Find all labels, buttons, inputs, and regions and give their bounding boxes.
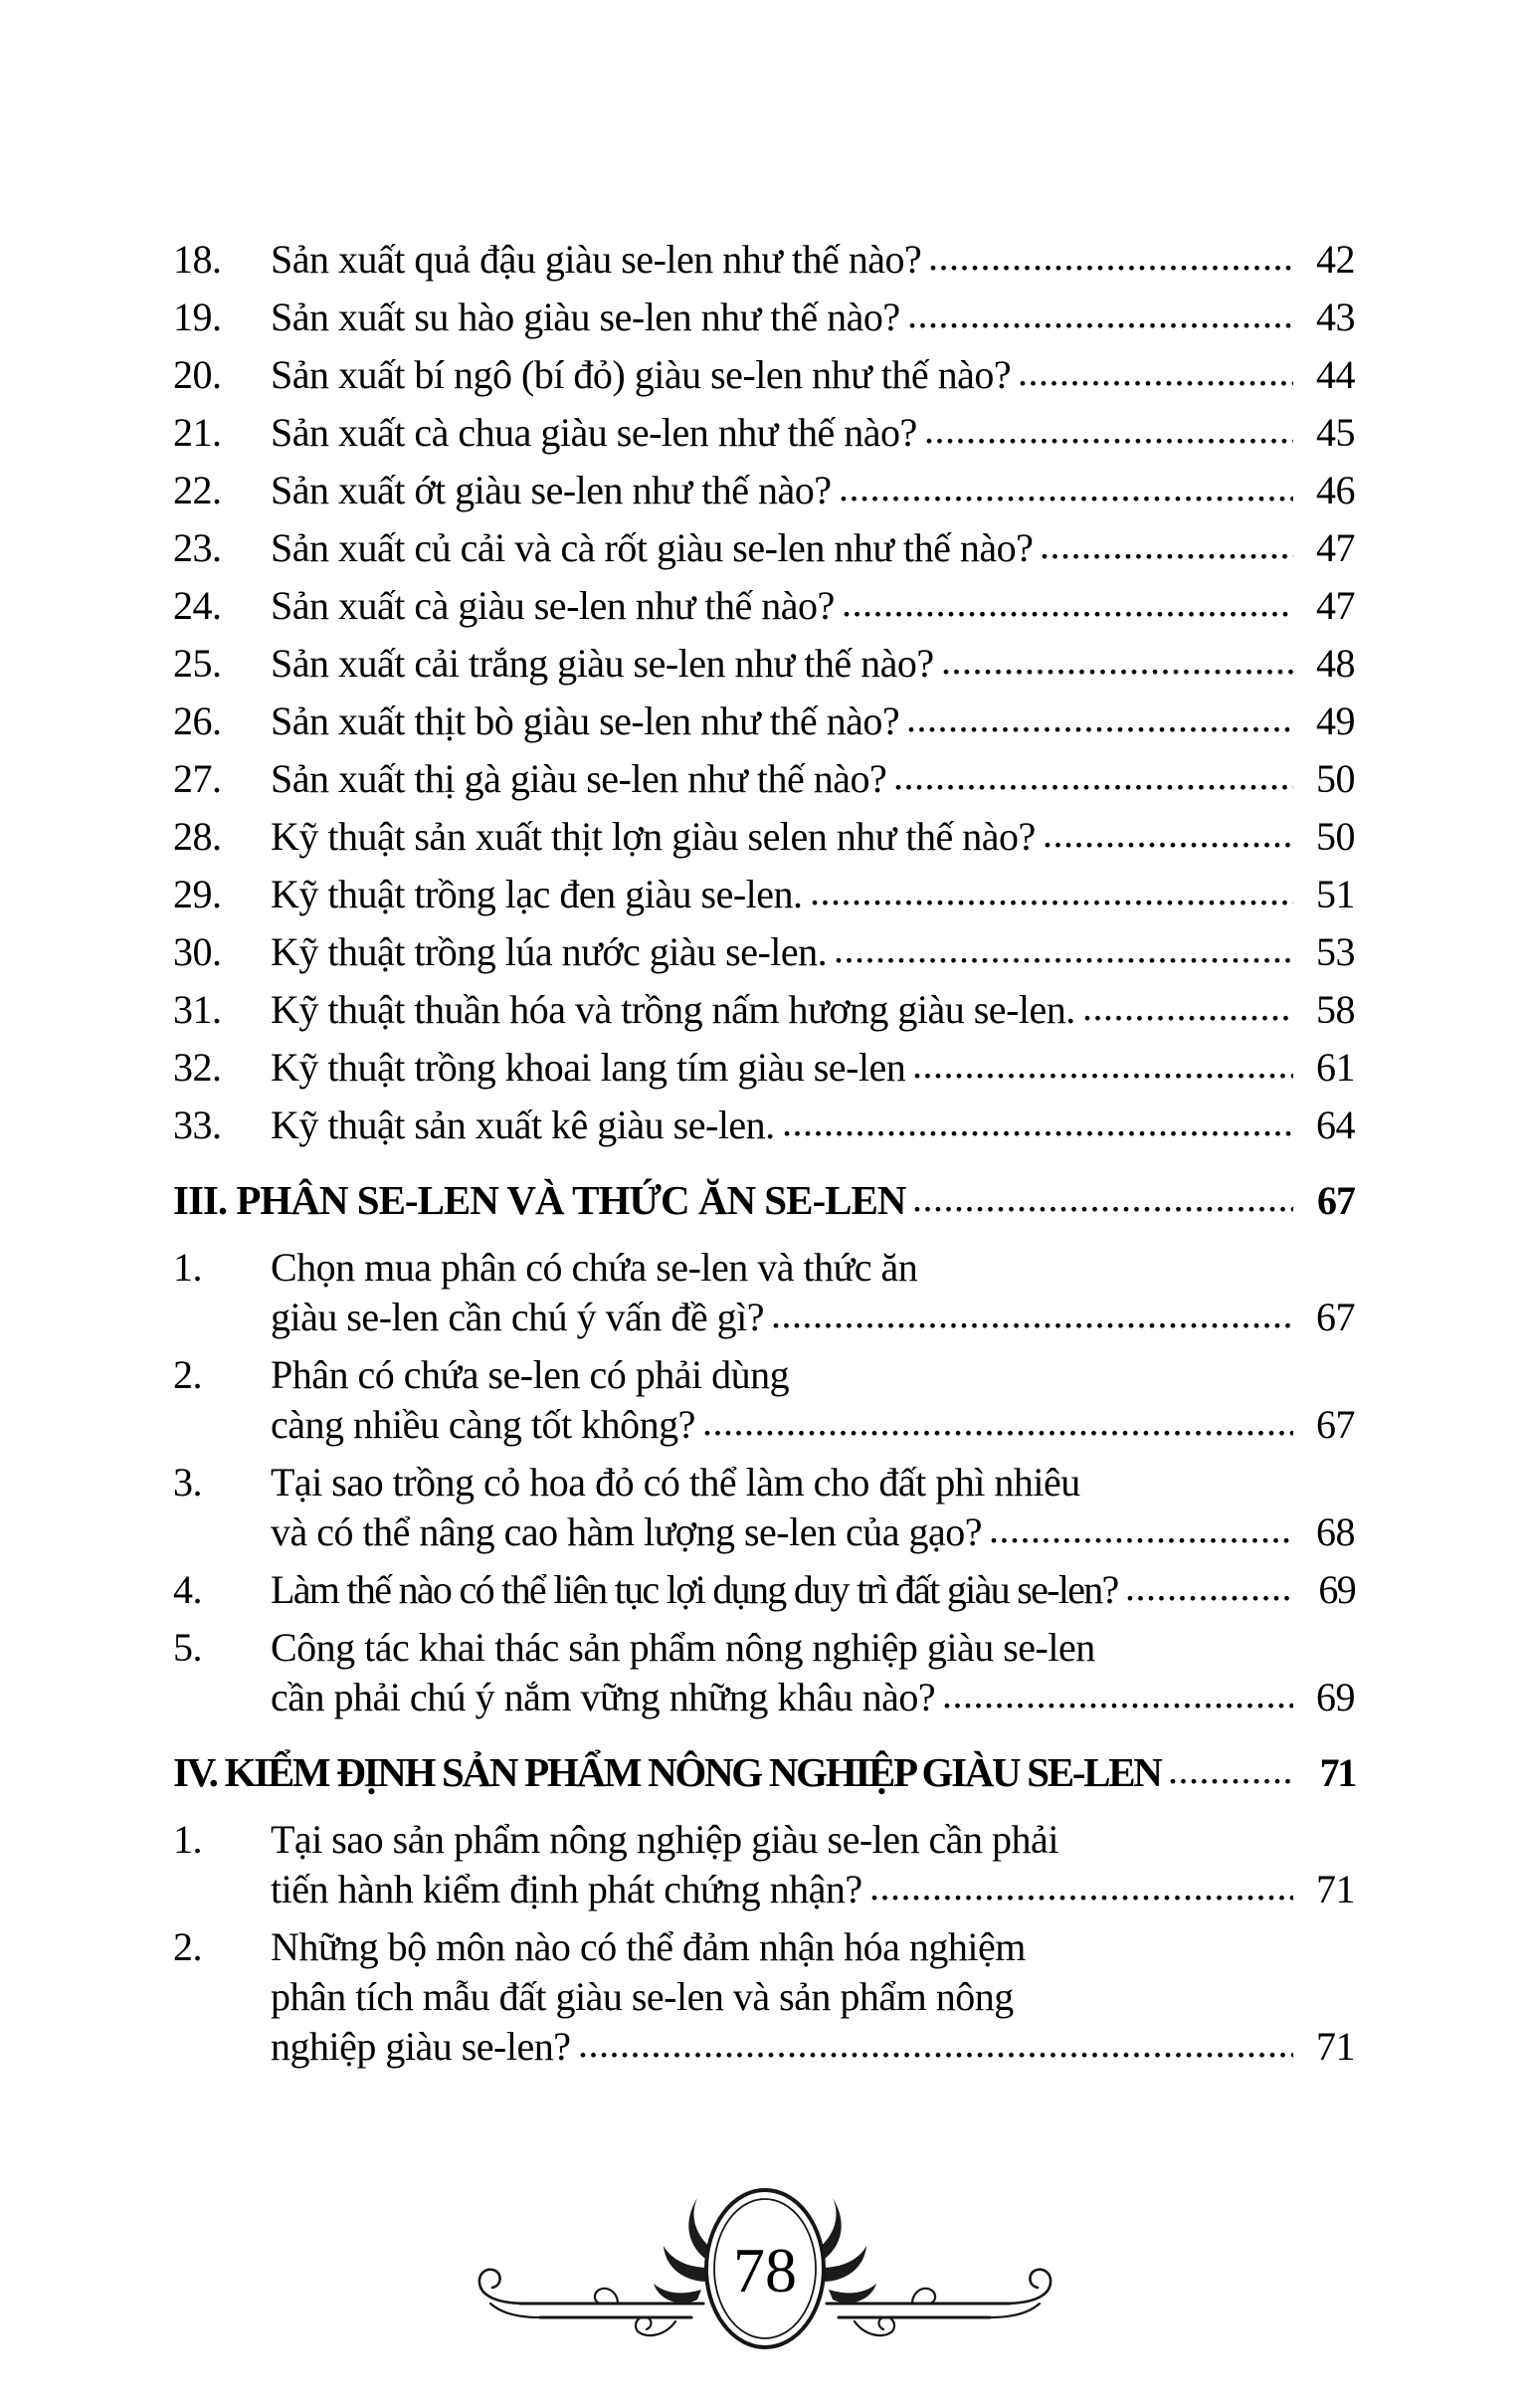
toc-entry-title: Kỹ thuật sản xuất thịt lợn giàu selen như thế nào?	[271, 814, 1036, 859]
toc-entry-line	[271, 697, 1355, 746]
toc-entry-page: 71	[1316, 2024, 1355, 2069]
toc-list	[173, 235, 1355, 2080]
toc-entry-title: Sản xuất ớt giàu se-len như thế nào?	[271, 468, 832, 512]
toc-entry	[173, 235, 1355, 285]
toc-entry	[173, 1458, 1355, 1557]
toc-entry-line	[271, 293, 1355, 342]
toc-entry-title: tiến hành kiểm định phát chứng nhận?	[271, 1867, 862, 1911]
toc-entry-number: 25.	[173, 641, 222, 686]
dot-leader	[840, 495, 1293, 503]
toc-entry-title: Làm thế nào có thể liên tục lợi dụng duy trì đất giàu se-len?	[271, 1567, 1118, 1612]
dot-leader	[1019, 379, 1293, 388]
toc-entry-page: 46	[1316, 468, 1355, 512]
toc-entry-line	[271, 1293, 1355, 1342]
dot-leader	[942, 668, 1293, 677]
toc-entry-title: Sản xuất su hào giàu se-len như thế nào?	[271, 295, 900, 339]
toc-entry-title: Sản xuất cà chua giàu se-len như thế nào?	[271, 410, 917, 455]
dot-leader	[929, 264, 1293, 273]
toc-entry-number: 20.	[173, 352, 222, 397]
toc-entry-page: 50	[1316, 814, 1355, 859]
toc-entry-number: 1.	[173, 1245, 202, 1290]
toc-entry-line	[173, 1746, 1355, 1799]
toc-entry-page: 47	[1316, 583, 1355, 628]
dot-leader	[913, 1072, 1293, 1081]
toc-entry	[173, 350, 1355, 400]
toc-entry-line	[271, 1673, 1355, 1722]
toc-entry-body	[271, 870, 1355, 919]
toc-entry-line	[271, 1815, 1355, 1865]
toc-entry	[173, 293, 1355, 342]
dot-leader	[925, 437, 1293, 446]
toc-entry-number: 22.	[173, 468, 222, 512]
toc-entry	[173, 1815, 1355, 1914]
page-number: 78	[732, 2235, 797, 2306]
toc-entry-line	[271, 1400, 1355, 1450]
toc-entry-line	[271, 1243, 1355, 1293]
toc-entry	[173, 1623, 1355, 1722]
toc-entry-page: 42	[1316, 237, 1355, 282]
toc-entry-line	[271, 1865, 1355, 1914]
toc-entry	[173, 1243, 1355, 1342]
toc-entry-title: Kỹ thuật thuần hóa và trồng nấm hương giàu se-len.	[271, 987, 1075, 1032]
toc-entry-body	[271, 235, 1355, 285]
toc-entry-line	[271, 581, 1355, 631]
dot-leader	[1169, 1777, 1293, 1786]
toc-entry-title: Những bộ môn nào có thể đảm nhận hóa nghiệm	[271, 1924, 1026, 1969]
toc-entry	[173, 408, 1355, 458]
toc-entry-number: 1.	[173, 1817, 202, 1862]
toc-entry	[173, 1565, 1355, 1615]
toc-entry-line	[271, 927, 1355, 977]
toc-entry-number: 31.	[173, 987, 222, 1032]
toc-entry-page: 71	[1319, 1750, 1355, 1795]
toc-entry	[173, 927, 1355, 977]
toc-entry-line	[271, 639, 1355, 689]
toc-entry-title: III. PHÂN SE-LEN VÀ THỨC ĂN SE-LEN	[173, 1177, 906, 1223]
dot-leader	[990, 1536, 1293, 1545]
toc-entry-page: 48	[1316, 641, 1355, 686]
dot-leader	[907, 725, 1293, 734]
toc-entry-number: 32.	[173, 1045, 222, 1090]
toc-entry-title: Phân có chứa se-len có phải dùng	[271, 1352, 790, 1397]
toc-entry-body	[271, 1043, 1355, 1093]
toc-entry-title: Sản xuất thị gà giàu se-len như thế nào?	[271, 756, 887, 801]
toc-entry-title: Tại sao trồng cỏ hoa đỏ có thể làm cho đất phì nhiêu	[271, 1460, 1080, 1505]
toc-entry-title: cần phải chú ý nắm vững những khâu nào?	[271, 1675, 936, 1719]
toc-entry-body	[271, 1565, 1355, 1615]
toc-entry-title: Sản xuất cải trắng giàu se-len như thế nào?	[271, 641, 934, 686]
toc-entry-page: 67	[1316, 1295, 1355, 1339]
toc-entry-number: 26.	[173, 699, 222, 743]
toc-entry	[173, 581, 1355, 631]
toc-entry-body	[271, 293, 1355, 342]
toc-entry-title: càng nhiều càng tốt không?	[271, 1402, 695, 1447]
toc-entry-number: 30.	[173, 929, 222, 974]
toc-entry	[173, 1922, 1355, 2072]
toc-entry-body	[271, 350, 1355, 400]
toc-section-body	[173, 1174, 1355, 1227]
toc-section-body	[173, 1746, 1355, 1799]
toc-entry-number: 23.	[173, 525, 222, 570]
toc-entry-body	[271, 581, 1355, 631]
toc-entry-body	[271, 697, 1355, 746]
toc-entry	[173, 1350, 1355, 1450]
toc-section-header	[173, 1746, 1355, 1799]
toc-entry	[173, 1101, 1355, 1150]
toc-entry-body	[271, 1623, 1355, 1722]
toc-entry-line	[271, 1922, 1355, 1972]
toc-entry-title: Tại sao sản phẩm nông nghiệp giàu se-len cần phải	[271, 1817, 1058, 1862]
dot-leader	[703, 1429, 1293, 1438]
toc-entry	[173, 697, 1355, 746]
toc-entry-page: 44	[1316, 352, 1355, 397]
toc-entry-line	[271, 754, 1355, 804]
toc-entry-page: 71	[1316, 1867, 1355, 1911]
dot-leader	[1044, 841, 1293, 850]
toc-entry-line	[271, 350, 1355, 400]
toc-entry	[173, 754, 1355, 804]
toc-entry-body	[271, 927, 1355, 977]
toc-entry-line	[271, 1458, 1355, 1507]
toc-entry-number: 28.	[173, 814, 222, 859]
toc-entry-page: 51	[1316, 872, 1355, 916]
toc-entry-body	[271, 1350, 1355, 1450]
toc-entry-page: 67	[1316, 1402, 1355, 1447]
toc-entry-number: 21.	[173, 410, 222, 455]
toc-entry-body	[271, 639, 1355, 689]
toc-entry-body	[271, 1458, 1355, 1557]
toc-entry-title: Sản xuất bí ngô (bí đỏ) giàu se-len như thế nào?	[271, 352, 1012, 397]
toc-entry-line	[271, 2022, 1355, 2072]
toc-entry-number: 4.	[173, 1567, 202, 1612]
toc-entry	[173, 812, 1355, 862]
toc-entry-number: 2.	[173, 1352, 202, 1397]
toc-entry-body	[271, 1922, 1355, 2072]
toc-entry-line	[271, 1623, 1355, 1673]
toc-entry-body	[271, 1815, 1355, 1914]
toc-entry	[173, 523, 1355, 573]
toc-entry-number: 24.	[173, 583, 222, 628]
toc-entry-title: Sản xuất quả đậu giàu se-len như thế nào?	[271, 237, 922, 282]
toc-entry-page: 61	[1316, 1045, 1355, 1090]
toc-entry-line	[271, 408, 1355, 458]
toc-entry-body	[271, 985, 1355, 1035]
toc-entry-page: 69	[1316, 1675, 1355, 1719]
toc-entry	[173, 1043, 1355, 1093]
toc-entry-body	[271, 1101, 1355, 1150]
flourish-divider-icon	[437, 2154, 1093, 2403]
toc-entry-body	[271, 408, 1355, 458]
dot-leader	[1041, 552, 1293, 561]
toc-entry-page: 50	[1316, 756, 1355, 801]
toc-entry-body	[271, 812, 1355, 862]
toc-entry-line	[271, 1565, 1355, 1615]
page-footer	[0, 2154, 1529, 2403]
dot-leader	[894, 783, 1293, 792]
toc-entry-title: Công tác khai thác sản phẩm nông nghiệp giàu se-len	[271, 1625, 1095, 1670]
toc-entry-line	[271, 1101, 1355, 1150]
dot-leader	[843, 610, 1293, 619]
toc-entry-title: Sản xuất cà giàu se-len như thế nào?	[271, 583, 835, 628]
dot-leader	[811, 899, 1293, 907]
toc-entry-page: 53	[1316, 929, 1355, 974]
toc-entry-line	[173, 1174, 1355, 1227]
toc-entry-line	[271, 523, 1355, 573]
toc-entry-title: và có thể nâng cao hàm lượng se-len của gạo?	[271, 1509, 982, 1554]
dot-leader	[772, 1321, 1293, 1330]
toc-entry-line	[271, 1972, 1355, 2022]
dot-leader	[1126, 1594, 1293, 1603]
toc-entry-number: 27.	[173, 756, 222, 801]
dot-leader	[579, 2051, 1294, 2060]
toc-entry	[173, 985, 1355, 1035]
toc-entry	[173, 870, 1355, 919]
toc-entry-line	[271, 985, 1355, 1035]
toc-entry-title: giàu se-len cần chú ý vấn đề gì?	[271, 1295, 765, 1339]
toc-entry-number: 3.	[173, 1460, 202, 1505]
toc-entry-line	[271, 812, 1355, 862]
toc-entry-line	[271, 1507, 1355, 1557]
dot-leader	[835, 956, 1293, 965]
toc-entry-title: IV. KIỂM ĐỊNH SẢN PHẨM NÔNG NGHIỆP GIÀU SE-LEN	[173, 1749, 1161, 1795]
toc-entry-page: 47	[1316, 525, 1355, 570]
toc-entry-title: Sản xuất củ cải và cà rốt giàu se-len như thế nào?	[271, 525, 1034, 570]
dot-leader	[913, 1205, 1293, 1214]
toc-entry	[173, 639, 1355, 689]
toc-entry-title: phân tích mẫu đất giàu se-len và sản phẩm nông	[271, 1974, 1014, 2019]
toc-entry-body	[271, 754, 1355, 804]
toc-entry-number: 33.	[173, 1103, 222, 1147]
toc-entry-title: Kỹ thuật trồng lúa nước giàu se-len.	[271, 929, 828, 974]
dot-leader	[1083, 1014, 1293, 1023]
toc-entry-title: Chọn mua phân có chứa se-len và thức ăn	[271, 1245, 918, 1290]
toc-entry-number: 2.	[173, 1924, 202, 1969]
dot-leader	[943, 1702, 1293, 1710]
toc-entry-title: Kỹ thuật trồng khoai lang tím giàu se-len	[271, 1045, 906, 1090]
toc-entry-number: 5.	[173, 1625, 202, 1670]
toc-entry-line	[271, 235, 1355, 285]
dot-leader	[783, 1129, 1293, 1138]
toc-entry-number: 29.	[173, 872, 222, 916]
toc-entry-title: Kỹ thuật trồng lạc đen giàu se-len.	[271, 872, 803, 916]
dot-leader	[908, 321, 1293, 330]
toc-entry-line	[271, 870, 1355, 919]
toc-entry-title: nghiệp giàu se-len?	[271, 2024, 571, 2069]
toc-entry-number: 19.	[173, 295, 222, 339]
toc-entry-page: 69	[1318, 1567, 1355, 1612]
toc-entry-page: 49	[1316, 699, 1355, 743]
toc-entry-title: Sản xuất thịt bò giàu se-len như thế nào?	[271, 699, 900, 743]
toc-entry-line	[271, 1350, 1355, 1400]
dot-leader	[870, 1894, 1293, 1903]
toc-entry-line	[271, 1043, 1355, 1093]
toc-entry-line	[271, 466, 1355, 515]
toc-entry	[173, 466, 1355, 515]
toc-entry-number: 18.	[173, 237, 222, 282]
toc-entry-body	[271, 466, 1355, 515]
toc-entry-page: 45	[1316, 410, 1355, 455]
toc-entry-page: 58	[1316, 987, 1355, 1032]
toc-section-header	[173, 1174, 1355, 1227]
toc-entry-page: 68	[1316, 1509, 1355, 1554]
toc-entry-page: 64	[1316, 1103, 1355, 1147]
toc-entry-body	[271, 1243, 1355, 1342]
toc-entry-page: 67	[1317, 1178, 1355, 1223]
toc-entry-page: 43	[1316, 295, 1355, 339]
toc-entry-body	[271, 523, 1355, 573]
toc-entry-title: Kỹ thuật sản xuất kê giàu se-len.	[271, 1103, 775, 1147]
